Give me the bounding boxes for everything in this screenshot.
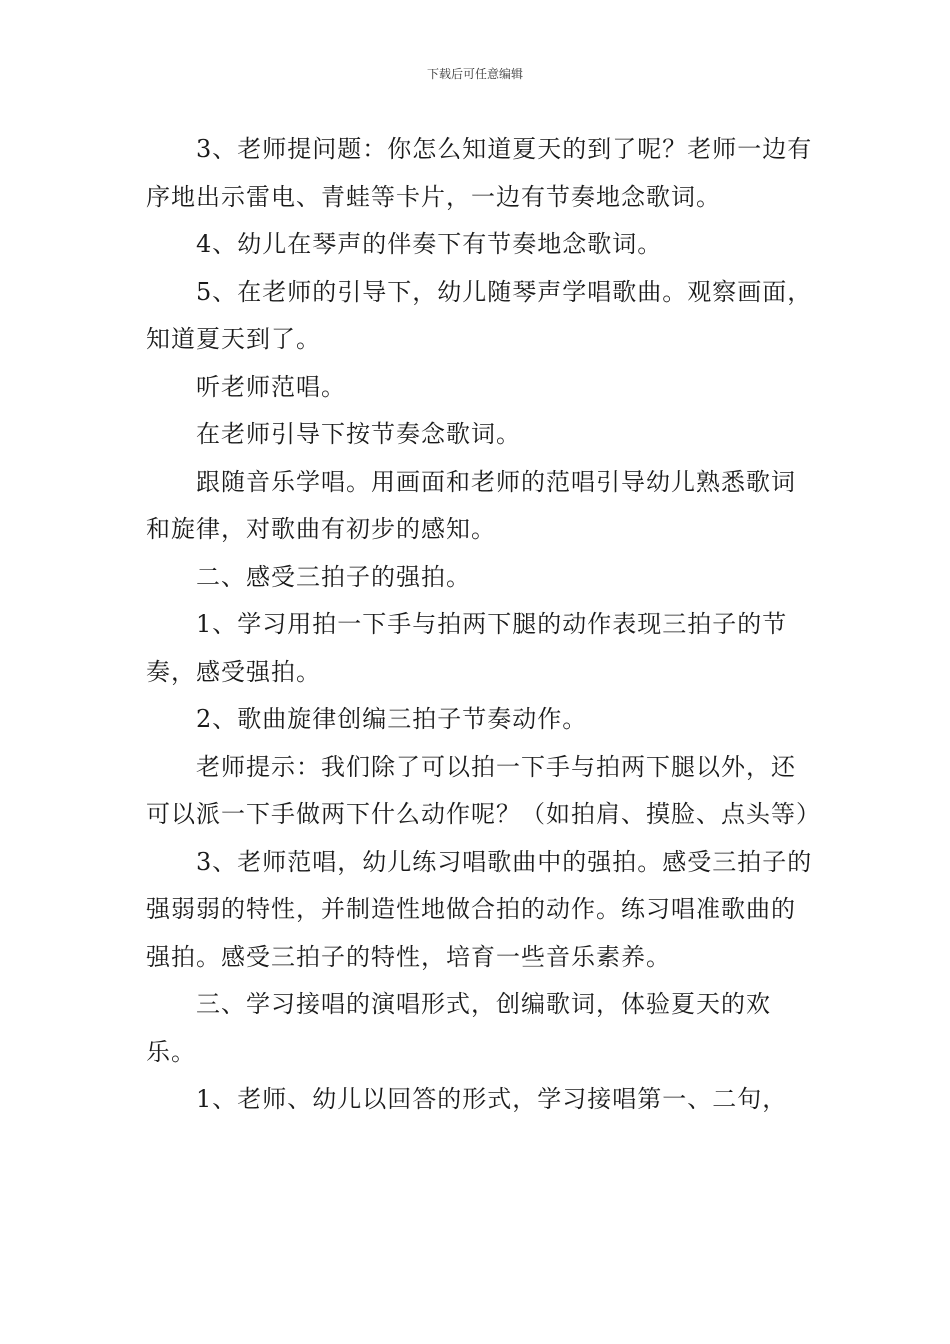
paragraph: 听老师范唱。 (196, 372, 346, 401)
paragraph: 1、老师、幼儿以回答的形式，学习接唱第一、二句， (196, 1085, 788, 1113)
paragraph: 3、老师提问题：你怎么知道夏天的到了呢？老师一边有序地出示雷电、青蛙等卡片，一边有节奏地念歌词。 (146, 135, 813, 211)
document-body (146, 126, 821, 1124)
paragraph: 老师提示：我们除了可以拍一下手与拍两下腿以外，还可以派一下手做两下什么动作呢？（如拍肩、摸脸、点头等） (146, 752, 821, 828)
paragraph: 5、在老师的引导下，幼儿随琴声学唱歌曲。观察画面，知道夏天到了。 (146, 277, 813, 353)
section-heading: 三、学习接唱的演唱形式，创编歌词，体验夏天的欢乐。 (146, 990, 771, 1066)
section-heading: 二、感受三拍子的强拍。 (196, 562, 471, 591)
paragraph: 2、歌曲旋律创编三拍子节奏动作。 (196, 705, 588, 733)
paragraph: 跟随音乐学唱。用画面和老师的范唱引导幼儿熟悉歌词和旋律，对歌曲有初步的感知。 (146, 467, 796, 543)
paragraph: 4、幼儿在琴声的伴奏下有节奏地念歌词。 (196, 230, 663, 258)
paragraph: 1、学习用拍一下手与拍两下腿的动作表现三拍子的节奏，感受强拍。 (146, 610, 788, 686)
paragraph: 在老师引导下按节奏念歌词。 (196, 420, 521, 448)
page-header-note: 下载后可任意编辑 (426, 67, 523, 81)
paragraph: 3、老师范唱，幼儿练习唱歌曲中的强拍。感受三拍子的强弱弱的特性，并制造性地做合拍的动作。练习唱准歌曲的强拍。感受三拍子的特性，培育一些音乐素养。 (146, 847, 813, 971)
